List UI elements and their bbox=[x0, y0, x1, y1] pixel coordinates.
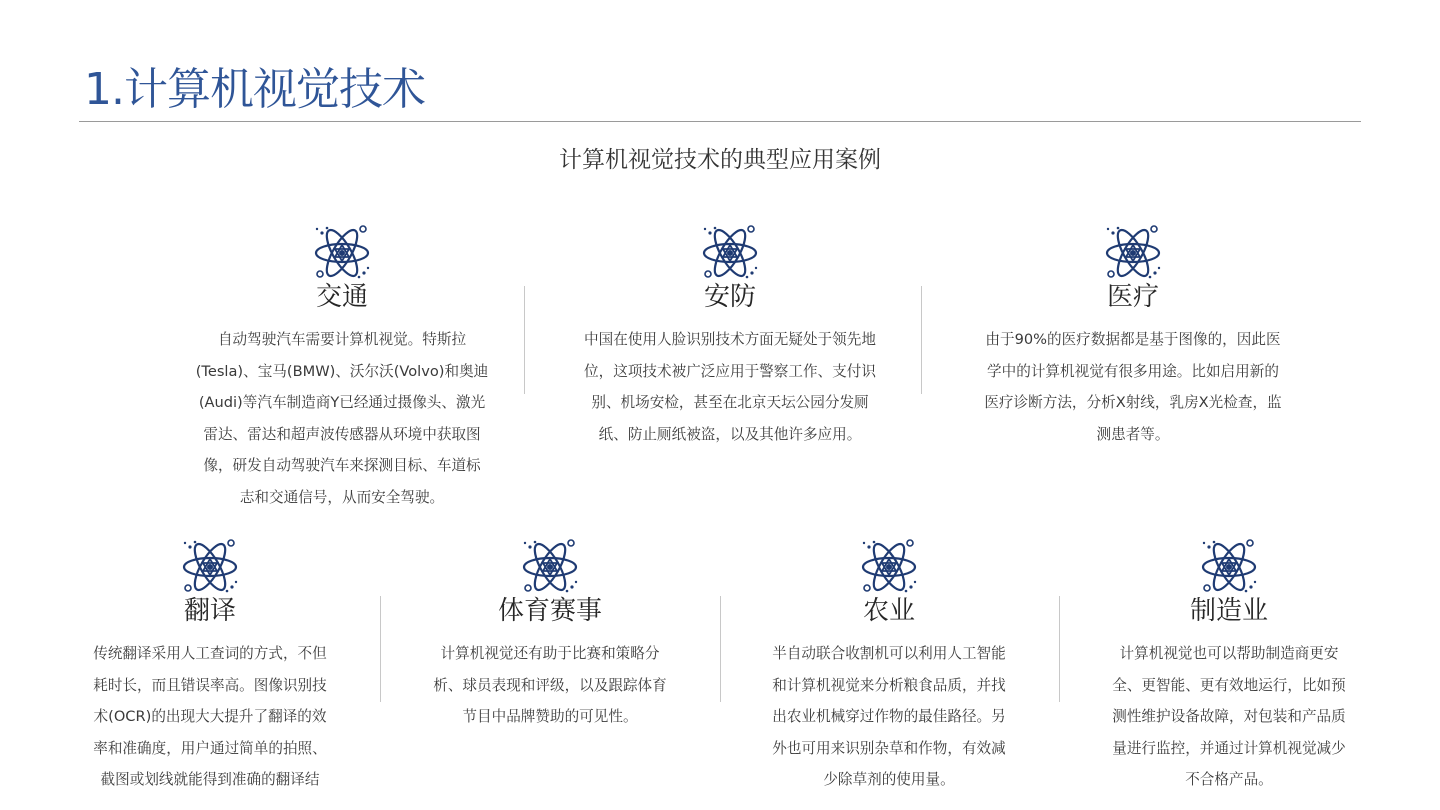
card-text: 中国在使用人脸识别技术方面无疑处于领先地 位，这项技术被广泛应用于警察工作、支付识 别、机场安检，甚至在北京天坛公园分发厕 纸、防止厕纸被盗，以及其他许多应用。 bbox=[584, 331, 876, 443]
atom-icon bbox=[314, 224, 370, 280]
atom-icon bbox=[702, 224, 758, 280]
card-text: 计算机视觉还有助于比赛和策略分 析、球员表现和评级，以及跟踪体育 节目中品牌赞助的可见性。 bbox=[433, 645, 667, 725]
card-medical bbox=[978, 224, 1288, 450]
atom-icon bbox=[1105, 224, 1161, 280]
card-sports bbox=[424, 538, 676, 733]
card-title: 制造业 bbox=[1189, 596, 1268, 626]
card-title: 医疗 bbox=[1106, 282, 1159, 312]
atom-icon bbox=[522, 538, 578, 594]
card-text: 由于90%的医疗数据都是基于图像的，因此医 学中的计算机视觉有很多用途。比如启用新的 医疗诊断方法，分析X射线，乳房X光检查，监 测患者等。 bbox=[984, 331, 1282, 443]
column-divider bbox=[720, 596, 721, 702]
column-divider bbox=[1059, 596, 1060, 702]
title-divider bbox=[79, 121, 1361, 122]
atom-icon bbox=[1201, 538, 1257, 594]
card-title: 农业 bbox=[862, 596, 915, 626]
card-security bbox=[575, 224, 885, 450]
card-text: 计算机视觉也可以帮助制造商更安 全、更智能、更有效地运行，比如预 测性维护设备故障，对包装和产品质 量进行监控，并通过计算机视觉减少 不合格产品。 bbox=[1112, 645, 1346, 788]
column-divider bbox=[921, 286, 922, 394]
card-text: 自动驾驶汽车需要计算机视觉。特斯拉 (Tesla)、宝马(BMW)、沃尔沃(Volvo)和奥迪 (Audi)等汽车制造商Y已经通过摄像头、激光 雷达、雷达和超声波传感器从环境中获取图 像，研发自动驾驶汽车来探测目标、车道标 志和交通信号，从而安全驾驶。 bbox=[195, 331, 489, 506]
card-title: 安防 bbox=[703, 282, 756, 312]
card-title: 翻译 bbox=[183, 596, 236, 626]
card-text: 传统翻译采用人工查词的方式，不但 耗时长，而且错误率高。图像识别技 术(OCR)的出现大大提升了翻译的效 率和准确度，用户通过简单的拍照、 截图或划线就能得到准确的翻译结 bbox=[93, 645, 327, 788]
column-divider bbox=[380, 596, 381, 702]
atom-icon bbox=[182, 538, 238, 594]
card-title: 交通 bbox=[315, 282, 368, 312]
card-text: 半自动联合收割机可以利用人工智能 和计算机视觉来分析粮食品质，并找 出农业机械穿过作物的最佳路径。另 外也可用来识别杂草和作物，有效减 少除草剂的使用量。 bbox=[772, 645, 1006, 788]
column-divider bbox=[524, 286, 525, 394]
card-agriculture bbox=[763, 538, 1015, 796]
card-manufacturing bbox=[1103, 538, 1355, 796]
page-subtitle: 计算机视觉技术的典型应用案例 bbox=[559, 147, 881, 173]
page-title: 1.计算机视觉技术 bbox=[84, 64, 425, 115]
card-translation bbox=[84, 538, 336, 796]
atom-icon bbox=[861, 538, 917, 594]
card-title: 体育赛事 bbox=[497, 596, 602, 626]
card-transportation bbox=[190, 224, 494, 513]
